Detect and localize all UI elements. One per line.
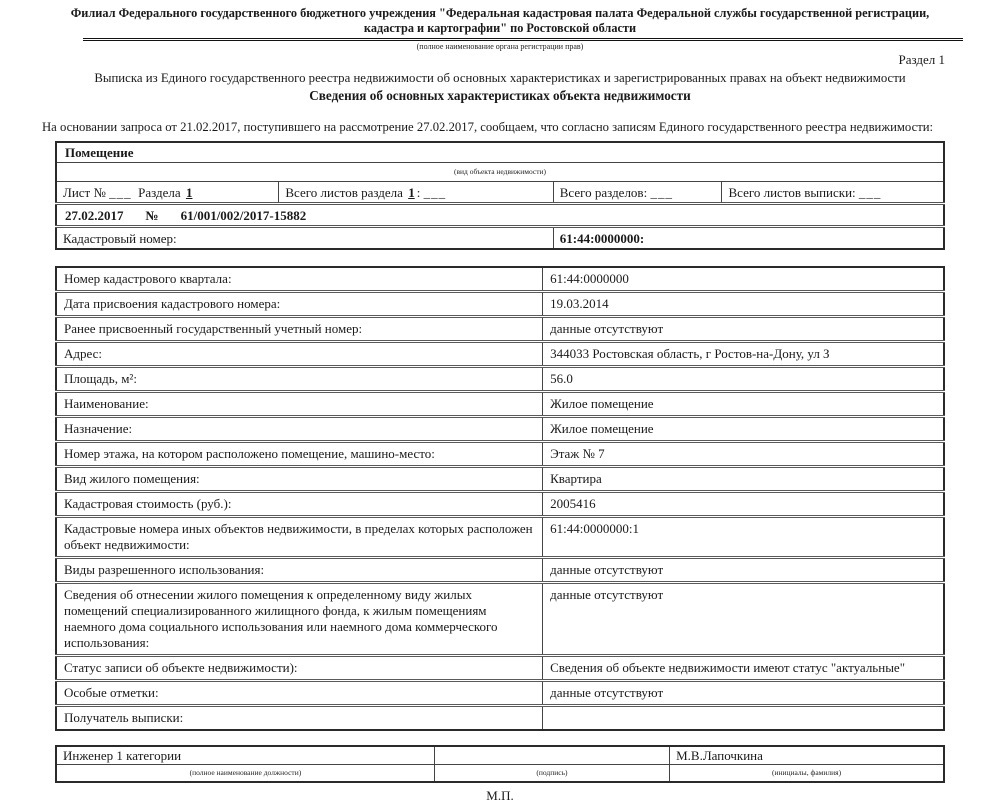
- detail-value: 56.0: [543, 367, 944, 392]
- total-section-sheets-number: 1: [408, 185, 415, 200]
- detail-label: Площадь, м²:: [56, 367, 543, 392]
- blank-line: ___: [650, 185, 673, 200]
- detail-value: данные отсутствуют: [543, 681, 944, 706]
- detail-value: 61:44:0000000: [543, 267, 944, 292]
- doc-subtitle: Сведения об основных характеристиках объекта недвижимости: [309, 88, 691, 103]
- detail-row: [56, 583, 944, 656]
- cadastral-number-label: Кадастровый номер:: [56, 227, 553, 250]
- object-type: Помещение: [56, 142, 944, 163]
- signature-space: [434, 746, 669, 765]
- detail-value: данные отсутствуют: [543, 558, 944, 583]
- detail-label: Номер этажа, на котором расположено помещение, машино-место:: [56, 442, 543, 467]
- detail-row: [56, 442, 944, 467]
- section-number: 1: [185, 185, 193, 200]
- detail-row: [56, 558, 944, 583]
- detail-label: Дата присвоения кадастрового номера:: [56, 292, 543, 317]
- request-number-row: [56, 204, 944, 227]
- detail-row: [56, 267, 944, 292]
- number-sign: №: [145, 208, 159, 223]
- total-section-sheets-cell: [279, 182, 553, 204]
- total-extract-sheets-label: Всего листов выписки:: [728, 185, 856, 200]
- detail-label: Вид жилого помещения:: [56, 467, 543, 492]
- org-name-line1: Филиал Федерального государственного бюджетного учреждения "Федеральная кадастровая палата Федеральной службы государственной регистрации,: [70, 6, 930, 20]
- org-name-line2: кадастра и картографии" по Ростовской области: [363, 21, 637, 35]
- detail-row: [56, 492, 944, 517]
- detail-label: Ранее присвоенный государственный учетный номер:: [56, 317, 543, 342]
- sheet-label: Лист №: [63, 185, 106, 200]
- signer-name: М.В.Лапочкина: [670, 746, 944, 765]
- signature-caption: (подпись): [434, 765, 669, 783]
- total-extract-sheets-cell: [722, 182, 944, 204]
- detail-label: Назначение:: [56, 417, 543, 442]
- intro-text: На основании запроса от 21.02.2017, поступившего на рассмотрение 27.02.2017, сообщаем, что согласно записям Единого государственного реестра недвижимости:: [42, 120, 934, 134]
- detail-value: Жилое помещение: [543, 392, 944, 417]
- detail-row: [56, 656, 944, 681]
- detail-label: Наименование:: [56, 392, 543, 417]
- detail-row: [56, 417, 944, 442]
- detail-value: Этаж № 7: [543, 442, 944, 467]
- blank-line: ___: [423, 185, 447, 200]
- total-sections-cell: [553, 182, 722, 204]
- detail-label: Статус записи об объекте недвижимости):: [56, 656, 543, 681]
- detail-row: [56, 317, 944, 342]
- detail-value: 19.03.2014: [543, 292, 944, 317]
- detail-row: [56, 342, 944, 367]
- detail-value: Квартира: [543, 467, 944, 492]
- detail-label: Особые отметки:: [56, 681, 543, 706]
- detail-row: [56, 392, 944, 417]
- org-caption: (полное наименование органа регистрации прав): [416, 42, 584, 51]
- detail-label: Виды разрешенного использования:: [56, 558, 543, 583]
- detail-value: 61:44:0000000:1: [543, 517, 944, 558]
- detail-value: Жилое помещение: [543, 417, 944, 442]
- cadastral-number-value: 61:44:0000000:: [553, 227, 944, 250]
- name-caption: (инициалы, фамилия): [670, 765, 944, 783]
- detail-row: [56, 467, 944, 492]
- request-date: 27.02.2017: [65, 208, 124, 223]
- total-sections-label: Всего разделов:: [559, 185, 648, 200]
- of-section-label: Раздела: [138, 185, 181, 200]
- detail-row: [56, 292, 944, 317]
- header-rule: [83, 38, 963, 41]
- blank-line: ___: [109, 185, 132, 200]
- detail-label: Сведения об отнесении жилого помещения к определенному виду жилых помещений специализированного жилищного фонда, к жилым помещениям наемного дома социального использования или наемного дома коммерческого использования:: [56, 583, 543, 656]
- details-table: [55, 266, 945, 731]
- request-number: 61/001/002/2017-15882: [180, 208, 307, 223]
- detail-label: Кадастровая стоимость (руб.):: [56, 492, 543, 517]
- detail-value: Сведения об объекте недвижимости имеют статус "актуальные": [543, 656, 944, 681]
- detail-value: [543, 706, 944, 731]
- detail-value: данные отсутствуют: [543, 317, 944, 342]
- section-label: Раздел 1: [898, 52, 945, 67]
- detail-row: [56, 681, 944, 706]
- signer-position: Инженер 1 категории: [63, 748, 182, 763]
- object-info-table: [55, 141, 945, 250]
- detail-label: Получатель выписки:: [56, 706, 543, 731]
- detail-label: Номер кадастрового квартала:: [64, 271, 232, 286]
- position-caption: (полное наименование должности): [56, 765, 434, 783]
- detail-row: [56, 367, 944, 392]
- object-type-caption: (вид объекта недвижимости): [56, 163, 944, 182]
- detail-value: данные отсутствуют: [543, 583, 944, 656]
- signature-table: [55, 745, 945, 783]
- detail-value: 2005416: [543, 492, 944, 517]
- detail-label: Кадастровые номера иных объектов недвижимости, в пределах которых расположен объект недвижимости:: [56, 517, 543, 558]
- detail-row: [56, 706, 944, 731]
- detail-row: [56, 517, 944, 558]
- blank-line: ___: [858, 185, 882, 200]
- sheet-number-cell: [56, 182, 279, 204]
- total-section-sheets-label: Всего листов раздела: [285, 185, 403, 200]
- org-name: [55, 6, 945, 36]
- stamp-mark: М.П.: [486, 788, 514, 803]
- doc-title: Выписка из Единого государственного реестра недвижимости об основных характеристиках и зарегистрированных правах на объект недвижимости: [94, 71, 906, 85]
- detail-label: Адрес:: [56, 342, 543, 367]
- colon: :: [416, 185, 421, 200]
- detail-value: 344033 Ростовская область, г Ростов-на-Дону, ул З: [543, 342, 944, 367]
